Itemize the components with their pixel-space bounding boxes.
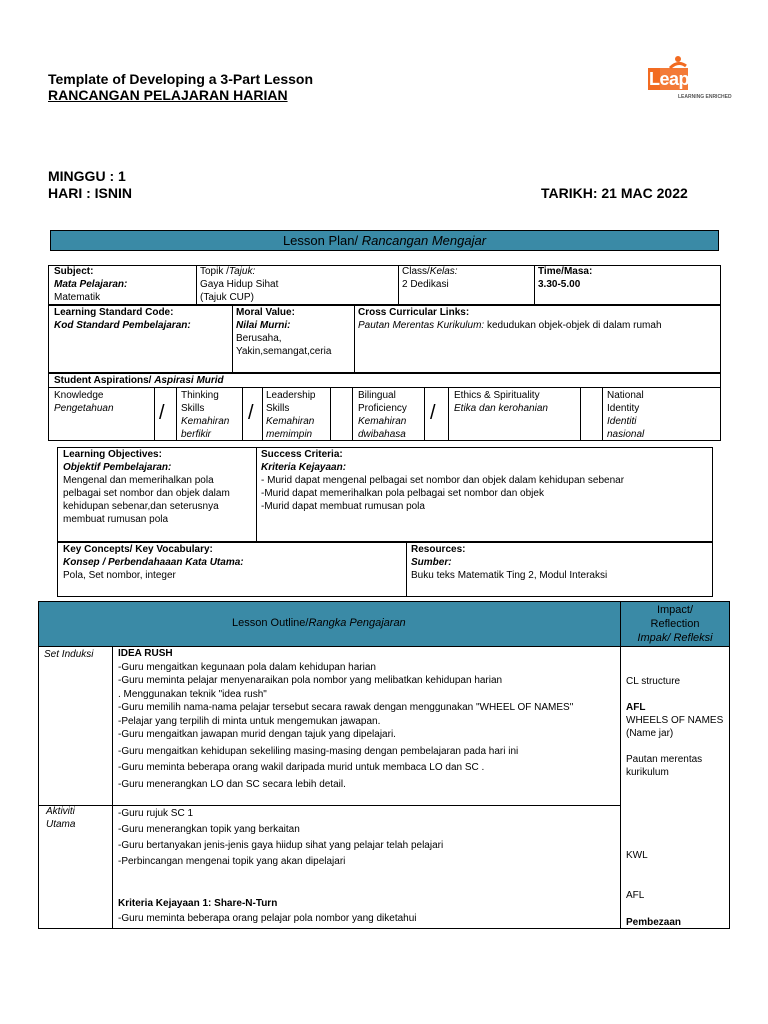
time-cell	[538, 265, 592, 291]
aspiration-ethics-en: Ethics & Spirituality	[454, 390, 540, 401]
leaped-logo	[648, 54, 736, 102]
topik-cell	[200, 265, 278, 304]
ccl-cell	[358, 306, 662, 332]
outline-header	[232, 617, 406, 629]
success-label-my: Kriteria Kejayaan:	[261, 462, 347, 473]
lsc-label-my: Kod Standard Pembelajaran:	[54, 320, 191, 331]
impact-cl: CL structure	[626, 676, 681, 687]
lsc-label: Learning Standard Code:	[54, 307, 174, 318]
outline-header-text: Lesson Outline/	[232, 617, 309, 629]
aktiviti-label2: Utama	[46, 819, 76, 830]
aspiration-national-en1: National	[607, 390, 644, 401]
aspiration-bilingual	[358, 389, 407, 441]
minggu: MINGGU : 1	[48, 168, 126, 184]
set-induksi-title: IDEA RUSH	[118, 648, 173, 659]
aspiration-bilingual-my1: Kemahiran	[358, 416, 407, 427]
kriteria-title: Kriteria Kejayaan 1: Share-N-Turn	[118, 898, 278, 909]
banner-text-my: Rancangan Mengajar	[361, 233, 487, 248]
set-induksi-line: -Guru mengaitkan jawapan murid dengan tajuk yang dipelajari.	[118, 729, 396, 740]
set-induksi-line: -Guru meminta pelajar menyenaraikan pola nombor yang melibatkan kehidupan harian	[118, 675, 503, 686]
moral-label: Moral Value:	[236, 307, 295, 318]
ccl-value: kedudukan objek-objek di dalam rumah	[484, 320, 662, 331]
set-induksi-line: -Guru mengaitkan kegunaan pola dalam kehidupan harian	[118, 661, 376, 673]
aktiviti-impact-kwl: KWL	[626, 850, 648, 861]
aktiviti-line: -Guru menerangkan topik yang berkaitan	[118, 824, 300, 835]
aspiration-thinking-my1: Kemahiran	[181, 416, 230, 427]
impact-line3: Impak/ Refleksi	[637, 632, 713, 644]
aspiration-leadership-en1: Leadership	[266, 390, 316, 401]
kriteria-line: -Guru meminta beberapa orang pelajar pola nombor yang diketahui	[118, 913, 417, 924]
subject-cell	[54, 265, 127, 304]
impact-line1: Impact/	[656, 604, 694, 616]
aspirations-label: Student Aspirations/	[54, 375, 155, 386]
aspirations-heading	[54, 374, 224, 387]
aktiviti-impact-afl: AFL	[626, 890, 645, 901]
aspiration-knowledge-my: Pengetahuan	[54, 403, 114, 414]
aspiration-knowledge	[54, 389, 114, 415]
aktiviti-line: -Guru bertanyakan jenis-jenis gaya hiidup sihat yang pelajar telah pelajari	[118, 840, 444, 851]
aktiviti-impact-pembezaan: Pembezaan	[626, 917, 682, 928]
topik-value2: (Tajuk CUP)	[200, 292, 254, 303]
success-cell	[261, 448, 624, 513]
aktiviti-label1: Aktiviti	[46, 806, 75, 817]
moral-value1: Berusaha,	[236, 333, 282, 344]
objectives-label: Learning Objectives:	[63, 449, 162, 460]
aktiviti-content	[118, 806, 443, 870]
aspiration-bilingual-en2: Proficiency	[358, 403, 407, 414]
class-label: Class/	[402, 266, 430, 277]
aspiration-knowledge-en: Knowledge	[54, 390, 104, 401]
aspiration-national	[607, 389, 644, 441]
aspiration-bilingual-en1: Bilingual	[358, 390, 396, 401]
impact-line2: Reflection	[650, 618, 700, 630]
objectives-line: Mengenal dan memerihalkan pola	[63, 475, 214, 486]
set-induksi-line: -Guru menerangkan LO dan SC secara lebih detail.	[118, 778, 346, 790]
tarikh: TARIKH: 21 MAC 2022	[541, 185, 688, 201]
success-line: -Murid dapat membuat rumusan pola	[261, 501, 425, 512]
class-value: 2 Dedikasi	[402, 279, 449, 290]
impact-pautan1: Pautan merentas	[626, 754, 703, 765]
aspiration-ethics	[454, 389, 548, 415]
concepts-value: Pola, Set nombor, integer	[63, 570, 176, 581]
outline-header-text-my: Rangka Pengajaran	[308, 617, 406, 629]
impact-header	[620, 603, 730, 645]
hari: HARI : ISNIN	[48, 185, 132, 201]
row-subject	[48, 265, 721, 305]
impact-pautan2: kurikulum	[626, 767, 669, 778]
aktiviti-label	[46, 805, 75, 831]
moral-cell	[236, 306, 331, 358]
aspiration-leadership	[266, 389, 315, 441]
set-induksi-content	[118, 647, 573, 791]
resources-label: Resources:	[411, 544, 466, 555]
objectives-line: kehidupan sebenar,dan seterusnya	[63, 501, 219, 512]
logo-leap: LeapEd	[649, 69, 712, 89]
impact-wheels: WHEELS OF NAMES	[626, 715, 724, 726]
concepts-cell	[63, 543, 244, 582]
aspiration-leadership-my2: memimpin	[266, 429, 313, 440]
ccl-label: Cross Curricular Links:	[358, 307, 470, 318]
subject-label-my: Mata Pelajaran:	[54, 279, 128, 290]
objectives-line: membuat rumusan pola	[63, 514, 169, 525]
logo-tagline: LEARNING ENRICHED	[678, 94, 732, 100]
aspiration-national-en2: Identity	[607, 403, 640, 414]
resources-value: Buku teks Matematik Ting 2, Modul Interaksi	[411, 570, 608, 581]
set-induksi-line: -Guru mengaitkan kehidupan sekeliling masing-masing dengan pembelajaran pada hari ini	[118, 745, 519, 757]
lesson-plan-banner	[50, 230, 719, 251]
aspiration-bilingual-my2: dwibahasa	[358, 429, 406, 440]
success-line: -Murid dapat memerihalkan pola pelbagai set nombor dan objek	[261, 488, 544, 499]
aktiviti-line: -Perbincangan mengenai topik yang akan dipelajari	[118, 856, 346, 867]
document-subtitle: RANCANGAN PELAJARAN HARIAN	[48, 87, 288, 103]
aspiration-leadership-my1: Kemahiran	[266, 416, 315, 427]
class-label-my: Kelas:	[429, 266, 458, 277]
aspiration-thinking-en2: Skills	[181, 403, 205, 414]
set-induksi-label: Set Induksi	[44, 649, 94, 660]
objectives-cell	[63, 448, 230, 526]
aspiration-thinking-en1: Thinking	[181, 390, 219, 401]
moral-value2: Yakin,semangat,ceria	[236, 346, 332, 357]
aspiration-thinking-mark: /	[248, 402, 254, 424]
subject-label: Subject:	[54, 266, 94, 277]
aspiration-bilingual-mark: /	[430, 402, 436, 424]
set-induksi-line: -Pelajar yang terpilih di minta untuk mengemukan jawapan.	[118, 715, 381, 727]
concepts-label-my: Konsep / Perbendahaaan Kata Utama:	[63, 557, 244, 568]
aspiration-ethics-my: Etika dan kerohanian	[454, 403, 548, 414]
lsc-cell	[54, 306, 191, 332]
banner-text: Lesson Plan/	[282, 233, 362, 248]
objectives-label-my: Objektif Pembelajaran:	[63, 462, 172, 473]
aktiviti-line: -Guru rujuk SC 1	[118, 808, 194, 819]
time-value: 3.30-5.00	[538, 279, 581, 290]
concepts-label: Key Concepts/ Key Vocabulary:	[63, 544, 213, 555]
moral-label-my: Nilai Murni:	[236, 320, 291, 331]
set-induksi-impact	[626, 675, 723, 779]
time-label: Time/Masa:	[538, 266, 593, 277]
set-induksi-line: . Menggunakan teknik "idea rush"	[118, 688, 267, 700]
set-induksi-line: -Guru memilih nama-nama pelajar tersebut secara rawak dengan menggunakan "WHEEL OF NAMES"	[118, 702, 574, 713]
resources-label-my: Sumber:	[411, 557, 452, 568]
aspiration-thinking-my2: berfikir	[181, 429, 212, 440]
topik-label: Topik /	[200, 266, 229, 277]
kriteria-content	[118, 896, 417, 926]
document-title: Template of Developing a 3-Part Lesson	[48, 71, 314, 87]
subject-value: Matematik	[54, 292, 101, 303]
objectives-line: pelbagai set nombor dan objek dalam	[63, 488, 230, 499]
impact-namejar: (Name jar)	[626, 728, 674, 739]
resources-cell	[411, 543, 607, 582]
class-cell	[402, 265, 458, 291]
ccl-label-my: Pautan Merentas Kurikulum:	[358, 320, 485, 331]
success-line: - Murid dapat mengenal pelbagai set nombor dan objek dalam kehidupan sebenar	[261, 475, 625, 486]
aspiration-leadership-en2: Skills	[266, 403, 290, 414]
aspiration-national-my1: Identiti	[607, 416, 637, 427]
aspirations-label-my: Aspirasi Murid	[154, 375, 224, 386]
set-induksi-line: -Guru meminta beberapa orang wakil daripada murid untuk membaca LO dan SC .	[118, 762, 485, 773]
topik-label-my: Tajuk:	[228, 266, 256, 277]
aspiration-thinking	[181, 389, 229, 441]
aspiration-knowledge-mark: /	[159, 402, 165, 424]
topik-value: Gaya Hidup Sihat	[200, 279, 279, 290]
impact-afl: AFL	[626, 702, 646, 713]
aspiration-national-my2: nasional	[607, 429, 645, 440]
success-label: Success Criteria:	[261, 449, 343, 460]
